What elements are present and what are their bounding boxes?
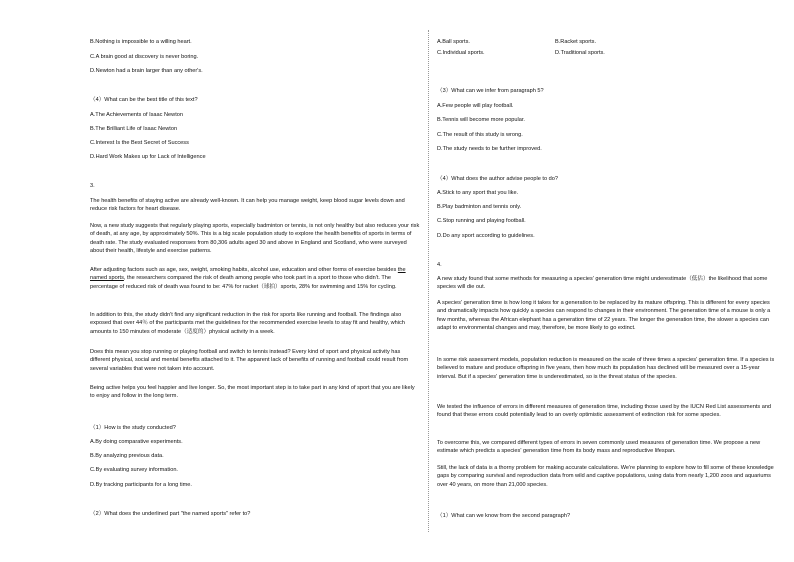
option-d: D.By tracking participants for a long time.	[90, 482, 192, 488]
question-stem: （4）What does the author advise people to do?	[437, 176, 558, 182]
question-stem: （3）What can we infer from paragraph 5?	[437, 88, 544, 94]
paragraph: Now, a new study suggests that regularly playing sports, especially badminton or tennis, is not only healthy but also reduces your risk of death, at any age, by approximately 50%. This is a big scale population study to explore the health benefits of sports in terms of death rate. The study evaluated responses from 80,306 adults aged 30 and above in England and Scotland, who were surveyed about their health, lifestyle and exercise patterns.	[90, 223, 420, 255]
question-stem: （2）What does the underlined part "the named sports" refer to?	[90, 511, 251, 517]
option-b: B.The Brilliant Life of Isaac Newton	[90, 126, 178, 132]
paragraph: In addition to this, the study didn't find any significant reduction in the risk for sports like running and football. The findings also exposed that over 44％ of the participants met the guidelines for the recommended exercise levels to stay fit and healthy, which amounts to 150 minutes of moderate（适度的）physical activity in a week.	[90, 312, 405, 335]
section-number: 4.	[437, 262, 442, 268]
paragraph: After adjusting factors such as age, sex, weight, smoking habits, alcohol use, education and other forms of exercise besides the named sports, the researchers compared the risk of death among people who took part in a sport to those who didn't. The percentage of reduced risk of death was found to be: 47% for racket（球拍）sports, 28% for swimming and 15% for cycling.	[90, 267, 406, 290]
underlined-phrase: the named sports	[90, 267, 406, 282]
paragraph: A new study found that some methods for measuring a species' generation time might underestimate（低估）the likelihood that some species will die out.	[437, 276, 768, 291]
column-divider	[428, 30, 429, 532]
option-c: C.Individual sports.	[437, 50, 485, 56]
paragraph: In some risk assessment models, population reduction is measured on the scale of three times a species' generation time. If a species is believed to mature and produce offspring in five years, then how much its population has declined will be measured over a 15-year interval. But if a species' generation time is underestimated, so is the threat status of the species.	[437, 357, 775, 380]
option-c: C.Interest Is the Best Secret of Success	[90, 140, 189, 146]
question-stem: （1）What can we know from the second paragraph?	[437, 513, 571, 519]
paragraph: Does this mean you stop running or playing football and switch to tennis instead? Every kind of sport and physical activity has different physical, social and mental benefits attached to it. The apparent lack of benefits of running and football could result from several variables that were not taken into account.	[90, 349, 409, 372]
option-d: D.Traditional sports.	[555, 50, 605, 56]
option-a: A.Ball sports.	[437, 39, 470, 45]
paragraph: We tested the influence of errors in different measures of generation time, including those used by the IUCN Red List assessments and found that these errors could potentially lead to an overly optimistic assessment of extinction risk for some species.	[437, 404, 772, 419]
option-c: C.The result of this study is wrong.	[437, 132, 523, 138]
option-b: B.Nothing is impossible to a willing heart.	[90, 39, 192, 45]
option-d: D.The study needs to be further improved.	[437, 146, 542, 152]
option-b: B.By analyzing previous data.	[90, 453, 164, 459]
option-d: D.Newton had a brain larger than any other's.	[90, 68, 203, 74]
option-c: C.Stop running and playing football.	[437, 218, 526, 224]
option-b: B.Play badminton and tennis only.	[437, 204, 522, 210]
option-a: A.Few people will play football.	[437, 103, 514, 109]
option-c: C.A brain good at discovery is never boring.	[90, 54, 199, 60]
paragraph: Still, the lack of data is a thorny problem for making accurate calculations. We're planning to explore how to fill some of these knowledge gaps by comparing survival and reproduction data from wild and captive populations, using data from nearly 1,200 zoos and aquariums over 40 years, on more than 21,000 species.	[437, 465, 774, 488]
paragraph: Being active helps you feel happier and live longer. So, the most important step is to take part in any kind of sport that you are likely to enjoy and follow in the long term.	[90, 385, 415, 400]
option-a: A.By doing comparative experiments.	[90, 439, 183, 445]
section-number: 3.	[90, 183, 95, 189]
question-stem: （4）What can be the best title of this text?	[90, 97, 198, 103]
question-stem: （1）How is the study conducted?	[90, 425, 176, 431]
option-c: C.By evaluating survey information.	[90, 467, 178, 473]
option-b: B.Tennis will become more popular.	[437, 117, 525, 123]
option-b: B.Racket sports.	[555, 39, 597, 45]
option-a: A.The Achievements of Isaac Newton	[90, 112, 183, 118]
paragraph: A species' generation time is how long it takes for a generation to be replaced by its mature offspring. This is different for every species and dramatically impacts how quickly a species can respond to changes in their environment. The generation time of a mouse is only a few months, whereas the African elephant has a generation time of 22 years. The longer the generation time, the slower a species can adapt to environmental changes and may, therefore, be more likely to go extinct.	[437, 300, 771, 332]
option-d: D.Do any sport according to guidelines.	[437, 233, 535, 239]
option-a: A.Stick to any sport that you like.	[437, 190, 519, 196]
option-d: D.Hard Work Makes up for Lack of Intelligence	[90, 154, 206, 160]
paragraph: To overcome this, we compared different types of errors in seven commonly used measures of generation time. We propose a new estimate which predicts a species' generation time from its body mass and reproductive lifespan.	[437, 440, 761, 455]
paragraph: The health benefits of staying active are already well-known. It can help you manage weight, keep blood sugar levels down and reduce risk factors for heart disease.	[90, 198, 405, 213]
